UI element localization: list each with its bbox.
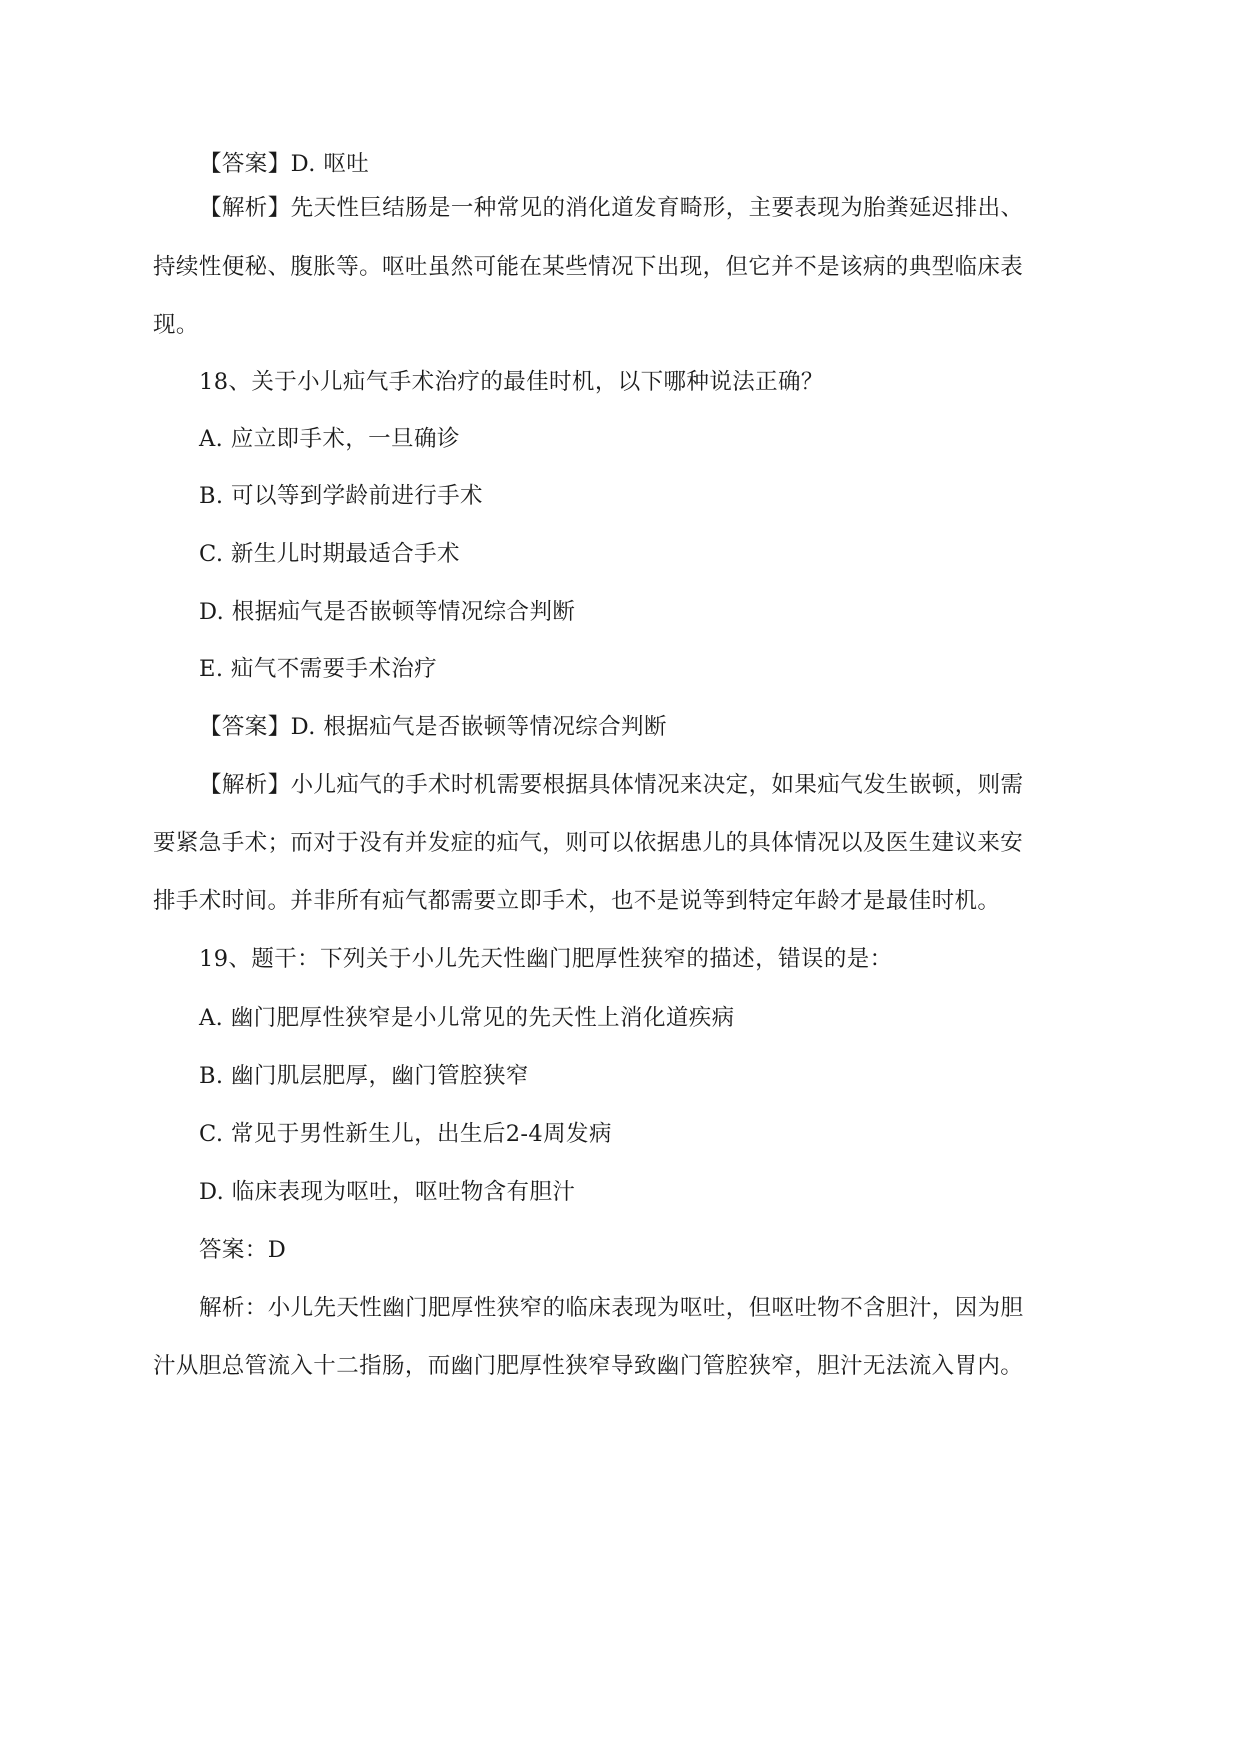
explanation-line: 持续性便秘、腹胀等。呕吐虽然可能在某些情况下出现，但它并不是该病的典型临床表 bbox=[153, 254, 1024, 280]
question-stem: 19、题干：下列关于小儿先天性幽门肥厚性狭窄的描述，错误的是： bbox=[199, 946, 893, 972]
explanation-line: 排手术时间。并非所有疝气都需要立即手术，也不是说等到特定年龄才是最佳时机。 bbox=[153, 888, 1001, 914]
option-d: D. 临床表现为呕吐，呕吐物含有胆汁 bbox=[199, 1179, 576, 1205]
option-c: C. 新生儿时期最适合手术 bbox=[199, 541, 460, 567]
explanation-line: 【解析】先天性巨结肠是一种常见的消化道发育畸形，主要表现为胎粪延迟排出、 bbox=[199, 195, 1024, 221]
explanation-line: 解析：小儿先天性幽门肥厚性狭窄的临床表现为呕吐，但呕吐物不含胆汁，因为胆 bbox=[199, 1295, 1024, 1321]
answer-line: 【答案】D. 呕吐 bbox=[199, 151, 370, 177]
option-a: A. 幽门肥厚性狭窄是小儿常见的先天性上消化道疾病 bbox=[199, 1005, 735, 1031]
answer-line: 【答案】D. 根据疝气是否嵌顿等情况综合判断 bbox=[199, 714, 667, 740]
option-d: D. 根据疝气是否嵌顿等情况综合判断 bbox=[199, 599, 576, 625]
option-a: A. 应立即手术，一旦确诊 bbox=[199, 426, 460, 452]
explanation-line: 【解析】小儿疝气的手术时机需要根据具体情况来决定，如果疝气发生嵌顿，则需 bbox=[199, 772, 1024, 798]
option-e: E. 疝气不需要手术治疗 bbox=[199, 656, 438, 682]
explanation-line: 汁从胆总管流入十二指肠，而幽门肥厚性狭窄导致幽门管腔狭窄，胆汁无法流入胃内。 bbox=[153, 1353, 1024, 1379]
explanation-line: 要紧急手术；而对于没有并发症的疝气，则可以依据患儿的具体情况以及医生建议来安 bbox=[153, 830, 1024, 856]
answer-line: 答案：D bbox=[199, 1237, 287, 1263]
option-b: B. 可以等到学龄前进行手术 bbox=[199, 483, 483, 509]
option-c: C. 常见于男性新生儿，出生后2-4周发病 bbox=[199, 1121, 612, 1147]
option-b: B. 幽门肌层肥厚，幽门管腔狭窄 bbox=[199, 1063, 529, 1089]
explanation-line: 现。 bbox=[153, 312, 199, 338]
question-stem: 18、关于小儿疝气手术治疗的最佳时机，以下哪种说法正确？ bbox=[199, 369, 824, 395]
